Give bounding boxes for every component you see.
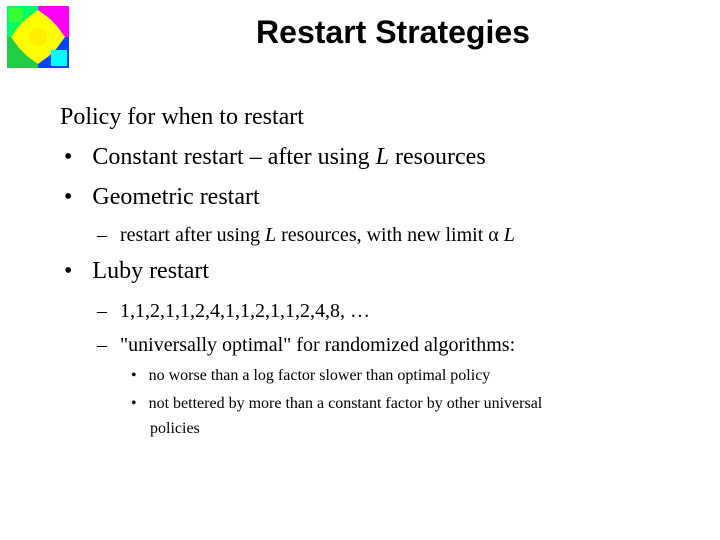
luby-optimal-point xyxy=(97,334,515,357)
luby-sequence: 1,1,2,1,1,2,4,1,1,2,1,1,2,4,8, … xyxy=(120,300,370,322)
luby-restart-label: Luby restart xyxy=(92,258,210,284)
luby-sub-point-2-continued: policies xyxy=(150,420,200,437)
luby-sub-point-text: not bettered by more than a constant factor by other universal xyxy=(148,395,543,412)
constant-restart-var: L xyxy=(375,144,390,170)
constant-restart-pre: Constant restart – after using xyxy=(92,144,376,170)
geometric-sub-var1: L xyxy=(264,224,277,246)
luby-sub-point-1 xyxy=(131,367,490,385)
dash-marker: – xyxy=(97,300,107,322)
geometric-restart-label: Geometric restart xyxy=(92,184,260,210)
bullet-geometric-restart xyxy=(64,184,260,211)
luby-sequence-point xyxy=(97,300,370,323)
slide-title: Restart Strategies xyxy=(256,14,530,50)
geometric-sub-point xyxy=(97,224,515,247)
geometric-sub-var2: L xyxy=(503,224,515,246)
geometric-sub-mid: resources, with new limit α xyxy=(276,224,504,246)
bullet-marker: • xyxy=(64,144,73,170)
bullet-marker: • xyxy=(64,184,73,210)
bullet-marker: • xyxy=(131,395,137,412)
bullet-constant-restart xyxy=(64,144,486,171)
bullet-marker: • xyxy=(64,258,73,284)
constant-restart-post: resources xyxy=(389,144,486,170)
bullet-luby-restart xyxy=(64,258,209,285)
luby-sub-point-2 xyxy=(131,395,542,413)
intro-text: Policy for when to restart xyxy=(60,104,304,130)
luby-optimal-text: "universally optimal" for randomized algorithms: xyxy=(120,334,516,356)
geometric-sub-pre: restart after using xyxy=(120,224,265,246)
dash-marker: – xyxy=(97,334,107,356)
dash-marker: – xyxy=(97,224,107,246)
bullet-marker: • xyxy=(131,367,137,384)
luby-sub-point-text: no worse than a log factor slower than optimal policy xyxy=(148,367,491,384)
